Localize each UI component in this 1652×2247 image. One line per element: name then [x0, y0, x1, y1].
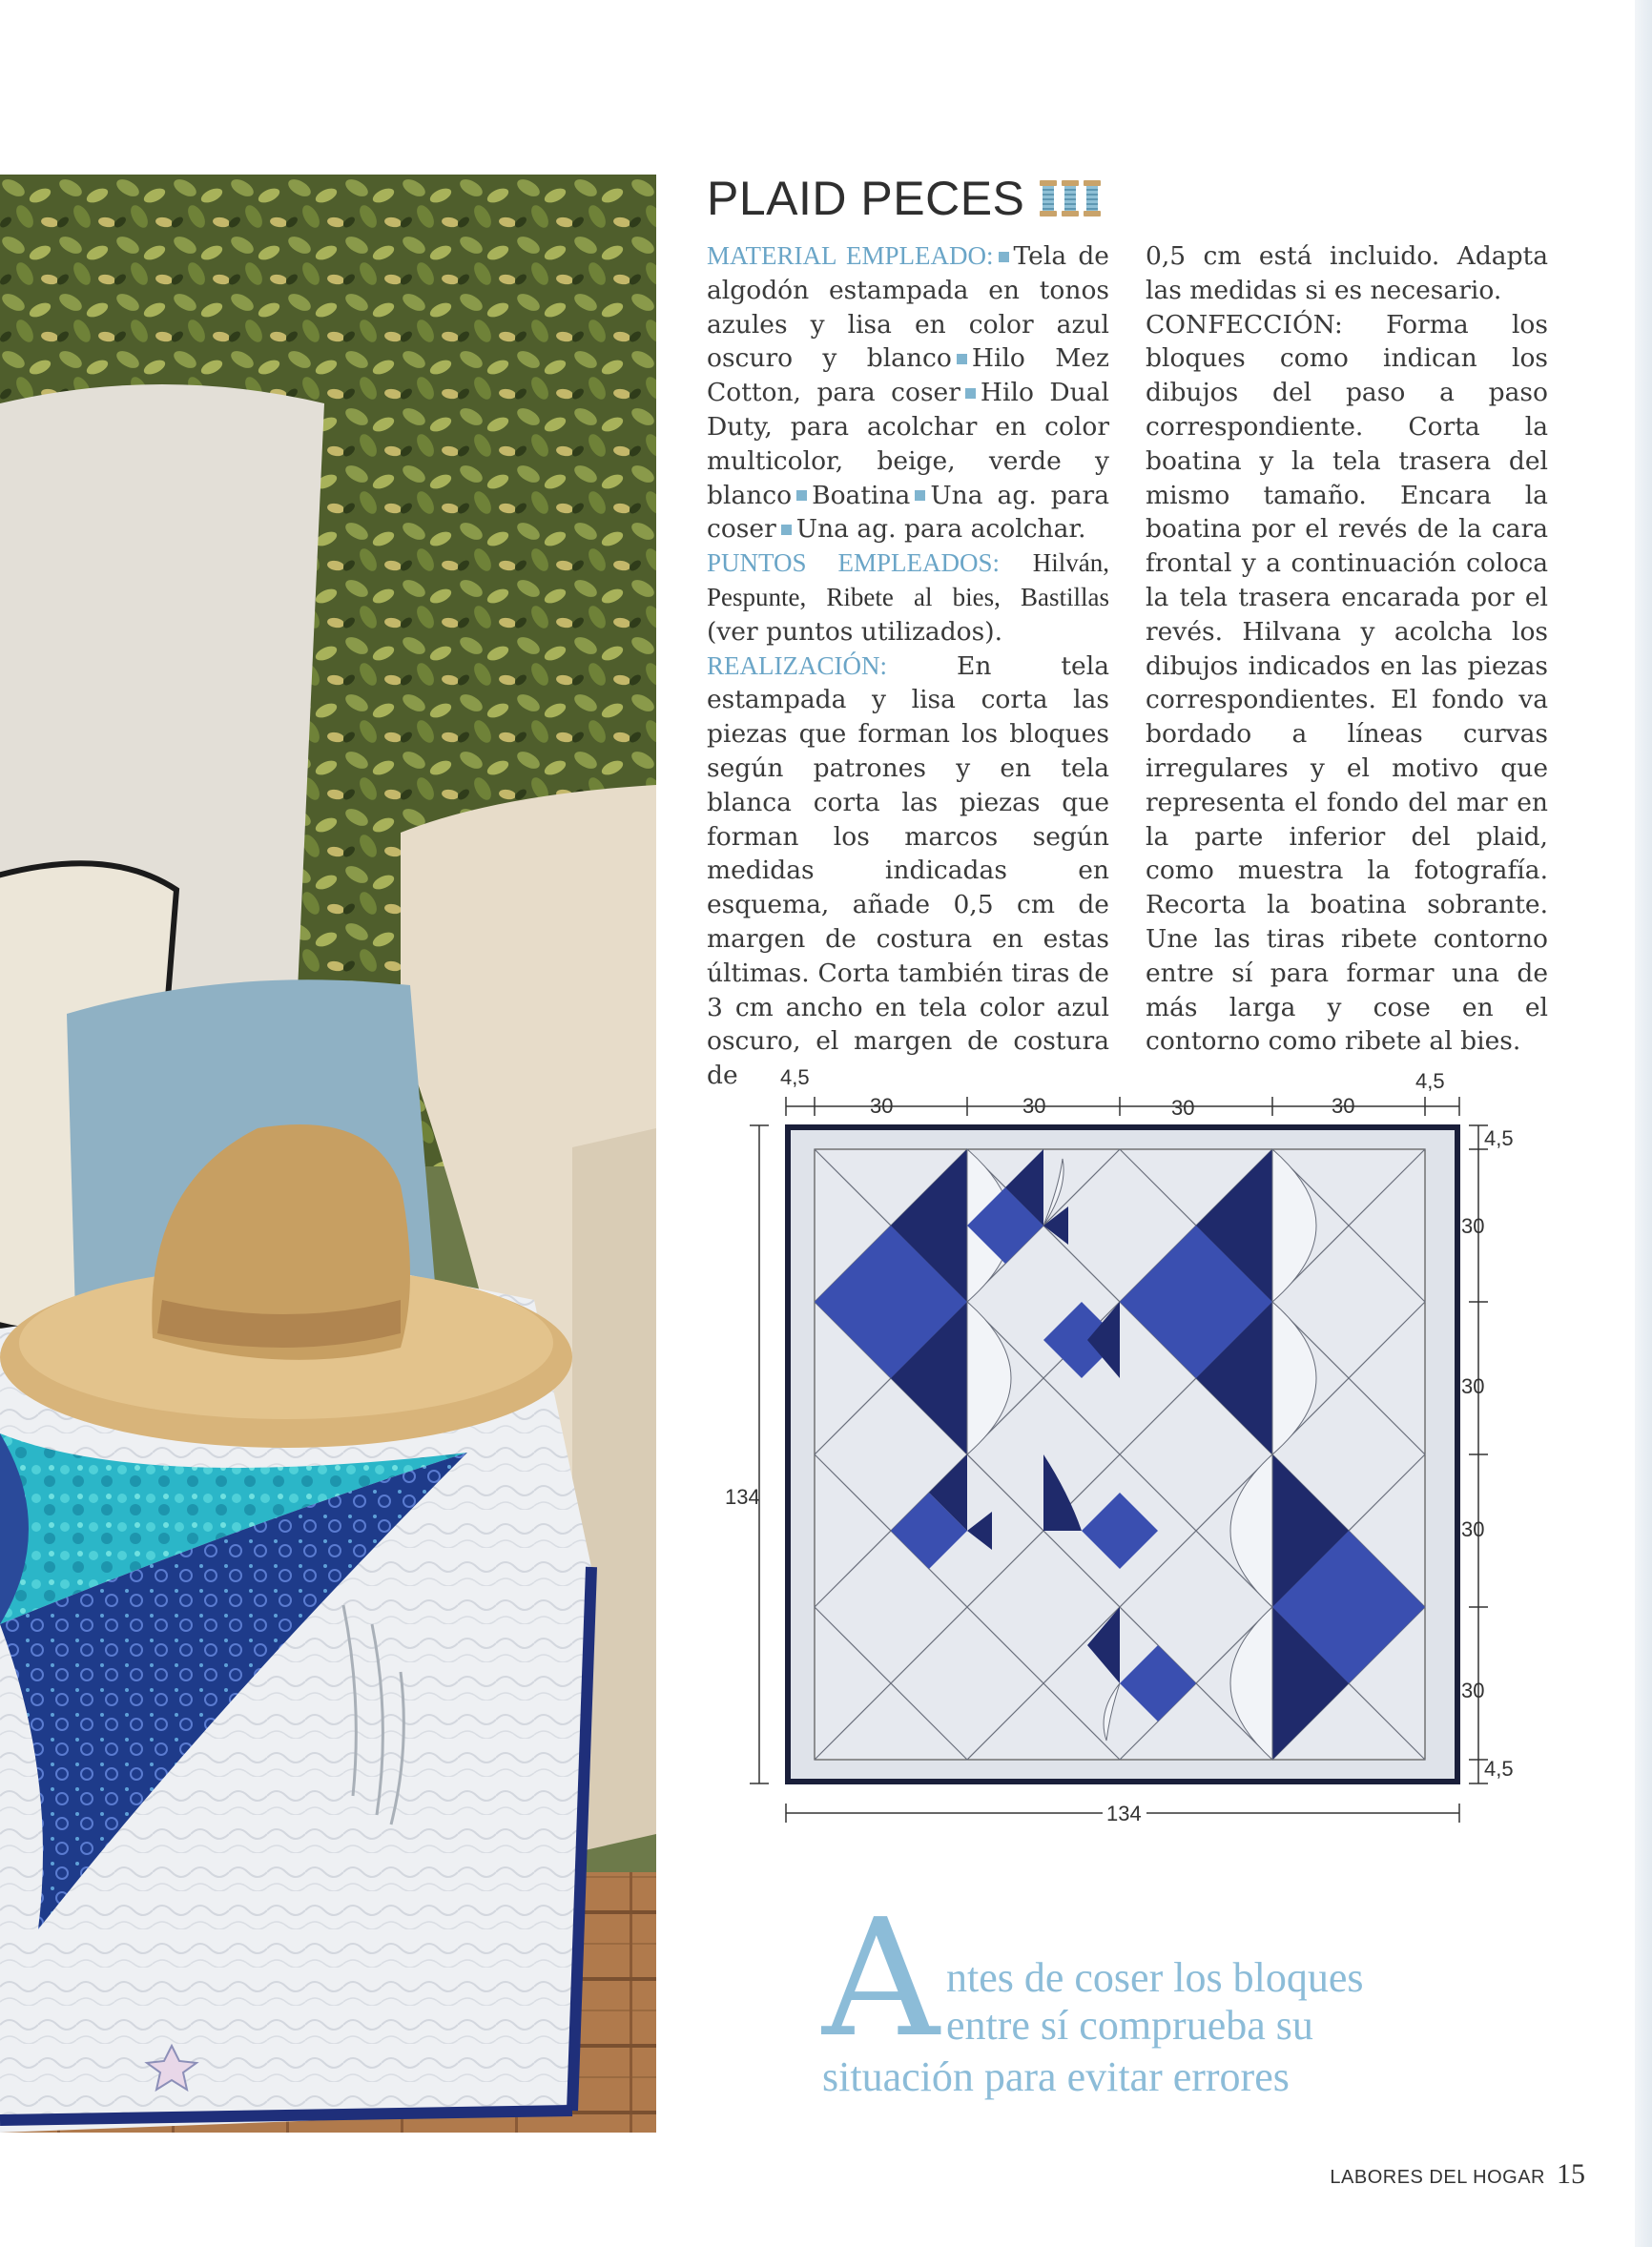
dim-label-top: 30 — [870, 1094, 894, 1118]
quilt-photo — [0, 175, 656, 2133]
realizacion-label: REALIZACIÓN: — [707, 650, 887, 680]
magazine-name: LABORES DEL HOGAR — [1330, 2167, 1545, 2188]
material-item: Hilo Dual Duty, para acolchar en color multicolor, beige, verde y blanco — [707, 378, 1110, 510]
page-edge — [1635, 0, 1652, 2247]
material-item: Una ag. para acolchar. — [795, 514, 1086, 545]
confeccion-text: Forma los bloques como indican los dibujos del paso a paso correspondiente. Corta la boatina y la tela trasera del mismo tamaño. Encara la boatina por el revés de la cara frontal y a continuación coloca la tela trasera encarada por el revés. Hilvana y acolcha los dibujos indicados en las piezas correspondientes. El fondo va bordado a líneas curvas irregulares y el motivo que representa el fondo del mar en la parte inferior del plaid, como muestra la fotografía. Recorta la boatina sobrante. Une las tiras ribete contorno entre sí para formar una de más larga y cose en el contorno como ribete al bies. — [1146, 309, 1548, 1057]
quote-line: entre sí comprueba su — [946, 2002, 1313, 2049]
dim-label-top: 30 — [1171, 1096, 1195, 1120]
thread-spool-icon — [1040, 180, 1057, 216]
quilt-photo-illustration — [0, 175, 656, 2133]
quote-dropcap: A — [822, 1885, 940, 2073]
material-item: Una ag. para coser — [707, 480, 1109, 545]
dim-label-right: 30 — [1461, 1679, 1485, 1702]
material-item: Hilo Mez Cotton, para coser — [707, 343, 1109, 408]
material-item: Boatina — [812, 480, 911, 510]
text-column-1 — [707, 239, 1109, 1093]
dim-label-top: 30 — [1332, 1094, 1355, 1118]
left-dimension-line — [750, 1125, 769, 1783]
page-number: 15 — [1557, 2158, 1585, 2190]
puntos-label: PUNTOS EMPLEADOS: — [707, 548, 1001, 578]
dim-label-top: 30 — [1022, 1094, 1046, 1118]
dim-label-top: 4,5 — [1415, 1069, 1445, 1093]
quilt-schematic-svg — [725, 1054, 1514, 1836]
title-text: PLAID PECES — [707, 172, 1025, 225]
bullet-square-icon — [957, 354, 967, 364]
bullet-square-icon — [965, 388, 976, 399]
dim-label-right: 4,5 — [1484, 1757, 1514, 1781]
dim-label-right: 30 — [1461, 1517, 1485, 1541]
page-footer — [1330, 2158, 1585, 2191]
confeccion-paragraph — [1146, 308, 1548, 1060]
difficulty-rating — [1040, 180, 1101, 216]
dim-label-bottom: 134 — [1106, 1802, 1142, 1825]
dim-label-left: 134 — [725, 1485, 760, 1509]
material-paragraph — [707, 239, 1109, 546]
bullet-square-icon — [796, 490, 807, 501]
realizacion-text: En tela estampada y lisa corta las piezas que forman los bloques según patrones y en tela blanca corta las piezas que forman los marcos según medidas indicadas en esquema, añade 0,5 cm de margen de costura en estas últimas. Corta también tiras de 3 cm ancho en tela color azul oscuro, el margen de costura de — [707, 650, 1109, 1091]
realizacion-paragraph — [707, 649, 1109, 1093]
bullet-square-icon — [915, 490, 925, 501]
quilt-schematic — [725, 1054, 1514, 1840]
dim-label-right: 30 — [1461, 1374, 1485, 1398]
dim-label-right: 30 — [1461, 1214, 1485, 1238]
puntos-paragraph — [707, 546, 1109, 649]
dim-label-right: 4,5 — [1484, 1126, 1514, 1150]
text-column-2 — [1146, 239, 1548, 1059]
puntos-note: (ver puntos utilizados). — [707, 616, 1002, 647]
thread-spool-icon — [1062, 180, 1079, 216]
quote-line: ntes de coser los bloques — [946, 1954, 1364, 2001]
quilt-panel — [788, 1127, 1457, 1782]
dim-label-top: 4,5 — [780, 1065, 810, 1089]
bullet-square-icon — [999, 252, 1009, 262]
continuation-paragraph: 0,5 cm está incluido. Adapta las medidas si es necesario. — [1146, 241, 1548, 305]
puntos-list: Hilván, Pespunte, Ribete al bies, Bastillas — [707, 548, 1109, 611]
material-item: Tela de algodón estampada en tonos azules y lisa en color azul oscuro y blanco — [707, 241, 1109, 374]
confeccion-label: CONFECCIÓN: — [1146, 309, 1343, 340]
material-label: MATERIAL EMPLEADO: — [707, 241, 994, 270]
quote-line: situación para evitar errores — [822, 2053, 1290, 2100]
bullet-square-icon — [781, 525, 792, 535]
thread-spool-icon — [1084, 180, 1101, 216]
article-title — [707, 168, 1101, 229]
